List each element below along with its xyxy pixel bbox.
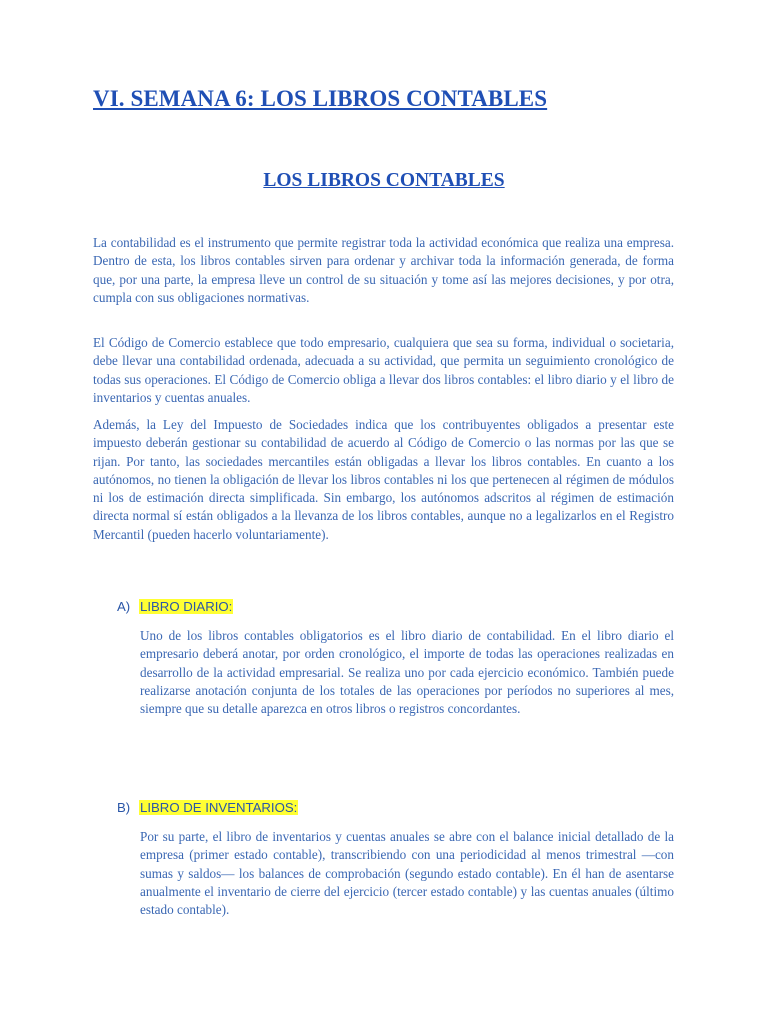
highlighted-section-title: LIBRO DIARIO: (140, 599, 233, 614)
section-heading-libro-diario (117, 598, 233, 616)
paragraph-intro: La contabilidad es el instrumento que permite registrar toda la actividad económica que realiza una empresa. Dentro de esta, los libros contables sirven para ordenar y archivar toda la información generada, de forma que, por una parte, la empresa lleve un control de su situación y tome así las mejores decisiones, y por otra, cumpla con sus obligaciones normativas. (93, 235, 674, 305)
paragraph-libro-inventarios: Por su parte, el libro de inventarios y cuentas anuales se abre con el balance inicial detallado de la empresa (primer estado contable), transcribiendo con una periodicidad al menos trimestral —con sumas y saldos— los balances de comprobación (segundo estado contable). En él han de asentarse anualmente el inventario de cierre del ejercicio (tercer estado contable) y las cuentas anuales (último estado contable). (140, 829, 674, 918)
section-title: LOS LIBROS CONTABLES (263, 170, 505, 191)
highlighted-section-title: LIBRO DE INVENTARIOS: (140, 800, 298, 815)
section-heading-libro-inventarios (117, 799, 298, 817)
section-marker: A) (117, 599, 131, 614)
paragraph-libro-diario: Uno de los libros contables obligatorios es el libro diario de contabilidad. En el libro diario el empresario deberá anotar, por orden cronológico, el importe de todas las operaciones realizadas en desarrollo de la actividad empresarial. Se realiza uno por cada ejercicio económico. También puede realizarse anotación conjunta de los totales de las operaciones por períodos no superiores al mes, siempre que su detalle aparezca en otros libros o registros concordantes. (140, 628, 674, 717)
page-title: VI. SEMANA 6: LOS LIBROS CONTABLES (93, 86, 548, 111)
paragraph-codigo-comercio: El Código de Comercio establece que todo empresario, cualquiera que sea su forma, individual o societaria, debe llevar una contabilidad ordenada, adecuada a su actividad, que permita un seguimiento cronológico de todas sus operaciones. El Código de Comercio obliga a llevar dos libros contables: el libro diario y el libro de inventarios y cuentas anuales. (93, 335, 674, 405)
paragraph-impuesto-sociedades: Además, la Ley del Impuesto de Sociedades indica que los contribuyentes obligados a presentar este impuesto deberán gestionar su contabilidad de acuerdo al Código de Comercio o las normas por las que se rijan. Por tanto, las sociedades mercantiles están obligadas a llevar los libros contables. En cuanto a los autónomos, no tienen la obligación de llevar los libros contables ni los que pertenecen al régimen de módulos ni los de estimación directa simplificada. Sin embargo, los autónomos adscritos al régimen de estimación directa normal sí están obligados a la llevanza de los libros contables, aunque no a legalizarlos en el Registro Mercantil (pueden hacerlo voluntariamente). (93, 417, 674, 542)
section-marker: B) (117, 800, 131, 815)
